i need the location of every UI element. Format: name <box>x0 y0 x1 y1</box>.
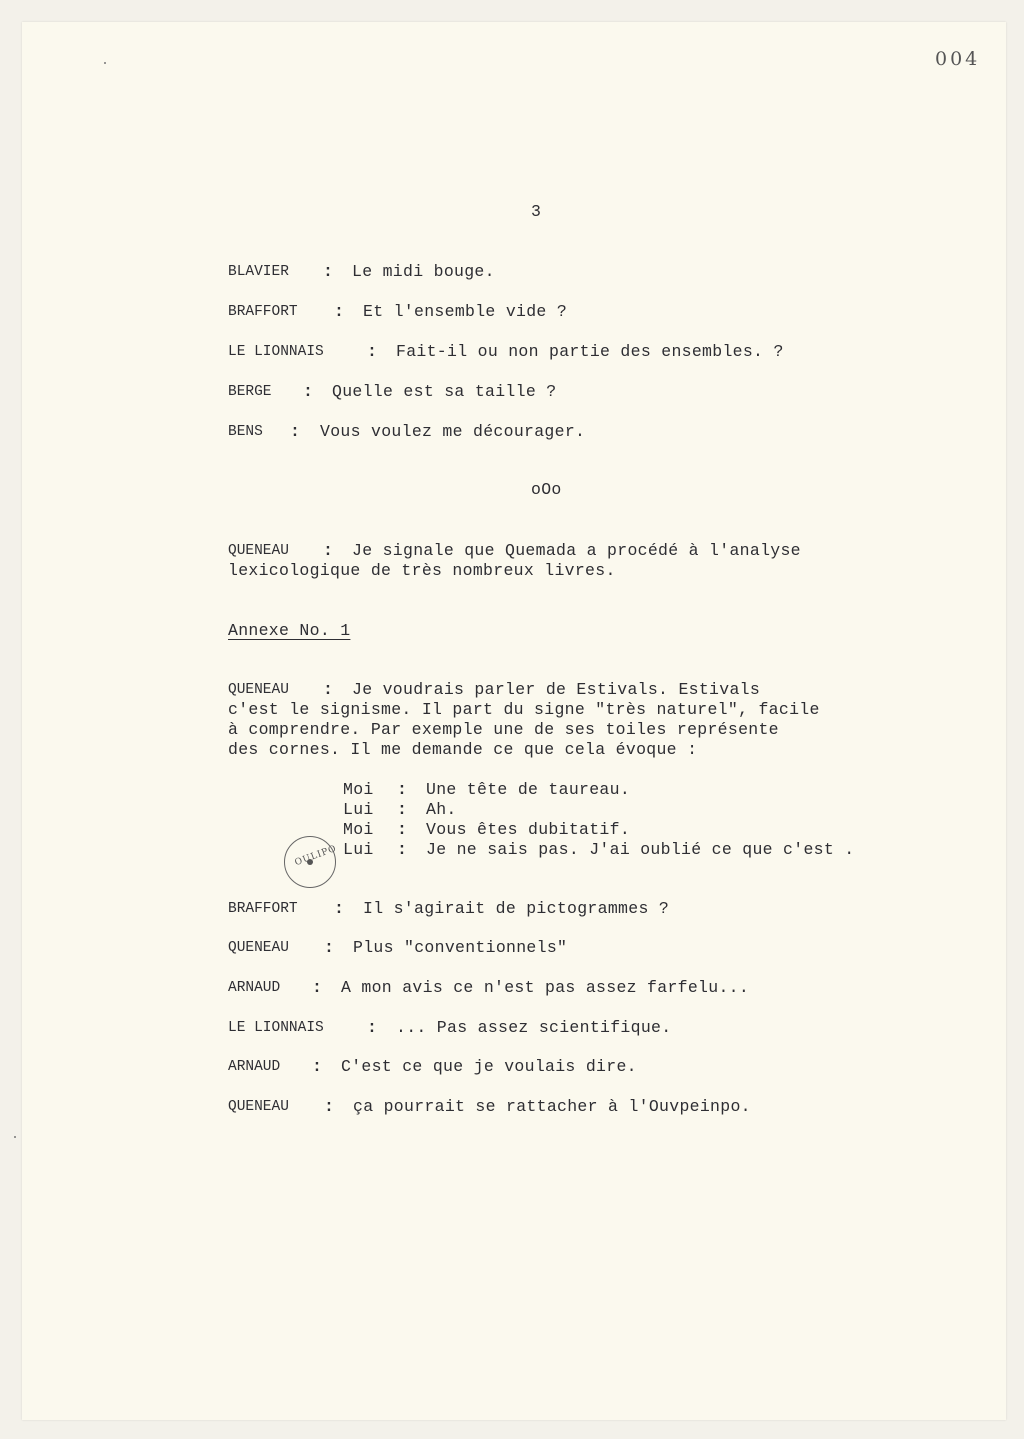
paper-speck <box>14 1136 16 1138</box>
annex-title: Annexe No. 1 <box>228 621 351 640</box>
dialogue-who: Lui <box>343 800 374 819</box>
speaker: BRAFFORT <box>228 304 298 320</box>
speaker: LE LIONNAIS <box>228 344 324 360</box>
colon: : <box>290 422 301 441</box>
colon: : <box>397 780 408 799</box>
utterance-line: Je signale que Quemada a procédé à l'analyse <box>352 541 801 560</box>
colon: : <box>397 840 408 859</box>
utterance: ça pourrait se rattacher à l'Ouvpeinpo. <box>353 1097 751 1116</box>
utterance: Et l'ensemble vide ? <box>363 302 568 321</box>
speaker: BENS <box>228 424 263 440</box>
utterance-line: à comprendre. Par exemple une de ses toiles représente <box>228 720 779 739</box>
colon: : <box>334 899 345 918</box>
speaker: QUENEAU <box>228 682 289 698</box>
colon: : <box>334 302 345 321</box>
utterance: Plus "conventionnels" <box>353 938 568 957</box>
colon: : <box>367 1018 378 1037</box>
dialogue-who: Moi <box>343 820 374 839</box>
utterance-line: Je voudrais parler de Estivals. Estivals <box>352 680 761 699</box>
utterance: Quelle est sa taille ? <box>332 382 557 401</box>
utterance: A mon avis ce n'est pas assez farfelu... <box>341 978 750 997</box>
utterance: ... Pas assez scientifique. <box>396 1018 672 1037</box>
utterance: Il s'agirait de pictogrammes ? <box>363 899 670 918</box>
dialogue-line: Vous êtes dubitatif. <box>426 820 631 839</box>
colon: : <box>397 800 408 819</box>
colon: : <box>312 978 323 997</box>
colon: : <box>323 541 334 560</box>
speaker: QUENEAU <box>228 940 289 956</box>
section-separator: oOo <box>531 480 562 499</box>
colon: : <box>323 680 334 699</box>
dialogue-line: Je ne sais pas. J'ai oublié ce que c'est . <box>426 840 855 859</box>
utterance: Fait-il ou non partie des ensembles. ? <box>396 342 784 361</box>
speaker: BRAFFORT <box>228 901 298 917</box>
colon: : <box>324 1097 335 1116</box>
archive-number: 004 <box>935 48 981 70</box>
utterance: Vous voulez me décourager. <box>320 422 586 441</box>
colon: : <box>324 938 335 957</box>
speaker: BLAVIER <box>228 264 289 280</box>
colon: : <box>397 820 408 839</box>
dialogue-line: Ah. <box>426 800 457 819</box>
colon: : <box>312 1057 323 1076</box>
speaker: QUENEAU <box>228 1099 289 1115</box>
utterance-line: c'est le signisme. Il part du signe "très naturel", facile <box>228 700 820 719</box>
speaker: BERGE <box>228 384 272 400</box>
utterance-line: lexicologique de très nombreux livres. <box>228 561 616 580</box>
utterance: Le midi bouge. <box>352 262 495 281</box>
stamp-text: OULIPO <box>293 843 339 869</box>
dialogue-who: Lui <box>343 840 374 859</box>
speaker: LE LIONNAIS <box>228 1020 324 1036</box>
oulipo-stamp <box>284 836 339 888</box>
colon: : <box>303 382 314 401</box>
utterance: C'est ce que je voulais dire. <box>341 1057 637 1076</box>
colon: : <box>323 262 334 281</box>
speaker: QUENEAU <box>228 543 289 559</box>
dialogue-line: Une tête de taureau. <box>426 780 631 799</box>
colon: : <box>367 342 378 361</box>
utterance-line: des cornes. Il me demande ce que cela évoque : <box>228 740 698 759</box>
speaker: ARNAUD <box>228 980 281 996</box>
speaker: ARNAUD <box>228 1059 281 1075</box>
dialogue-who: Moi <box>343 780 374 799</box>
paper-speck <box>104 62 106 64</box>
page-number: 3 <box>531 202 542 221</box>
